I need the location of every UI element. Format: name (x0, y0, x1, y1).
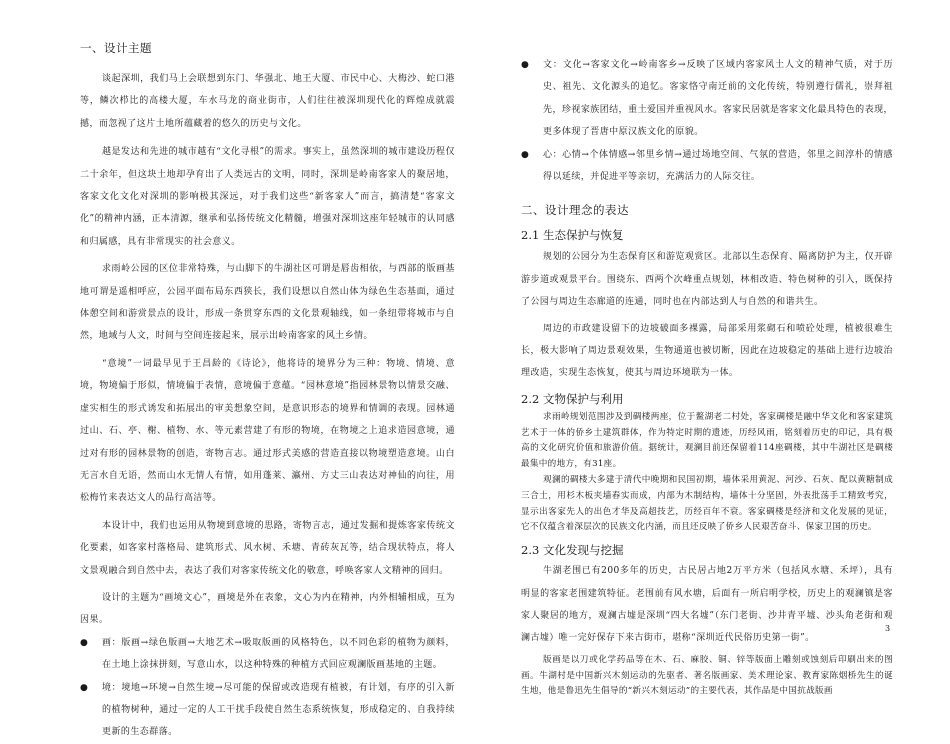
subsection-heading: 2.2 文物保护与利用 (521, 391, 624, 406)
paragraph: 本设计中，我们也运用从物境到意境的思路，寄物言志，通过发掘和提炼客家传统文化要素，如客家村落格局、建筑形式、风水树、禾塘、青砖灰瓦等，结合现状特点，将人文景观融合到自然中去，表达了我们对客家传统文化的敬意，呼唤客家人文精神的回归。 (80, 520, 455, 576)
bullet-item (521, 54, 893, 144)
paragraph: 观澜的碉楼大多建于清代中晚期和民国初期，墙体采用黄泥、河沙、石灰、配以黄糖制成三合土，用杉木板夹墙舂实而成，内部为木制结构，墙体十分坚固，外表批荡手工精致考究，显示出客家先人的出色才华及高超技艺，历经百年不衰。客家碉楼是经济和文化发展的见证，它不仅蕴含着深层次的民族文化内涵，而且还反映了侨乡人民艰苦奋斗、保家卫国的历史。 (521, 475, 893, 533)
paragraph: 周边的市政建设留下的边坡破面多裸露，局部采用浆砌石和喷砼处理，植被很难生长，极大影响了周边景观效果，生物通道也被切断，因此在边坡稳定的基础上进行边坡治理改造，实现生态恢复，使其与周边环境联为一体。 (521, 323, 893, 379)
paragraph: 谈起深圳，我们马上会联想到东门、华强北、地王大厦、市民中心、大梅沙、蛇口港等，鳞次栉比的高楼大厦，车水马龙的商业街市，人们往往被深圳现代化的辉煌成就震撼，而忽视了这片土地所蕴藏着的悠久的历史与文化。 (80, 74, 455, 129)
bullet-item (80, 632, 455, 677)
right-column (521, 54, 893, 700)
paragraph: 版画是以刀或化学药品等在木、石、麻胶、铜、锌等版面上雕刻或蚀刻后印刷出来的图画。牛湖村是中国新兴木刻运动的先驱者、著名版画家、美术理论家、教育家陈烟桥先生的诞生地，他是鲁迅先生倡导的“新兴木刻运动”的主要代表，其作品是中国抗战版画 (521, 654, 893, 697)
bullet-dot-icon: ● (521, 149, 530, 160)
subsection-heading: 2.3 文化发现与挖掘 (521, 543, 624, 558)
bullet-text: 心：心情→个体情感→邻里乡情→通过场地空间、气氛的营造，邻里之间淳朴的情感得以延续，并促进平等亲切，充满活力的人际交往。 (543, 149, 893, 183)
bullet-item (521, 144, 893, 189)
page-number: 3 (885, 624, 891, 633)
paragraph: 设计的主题为“画境文心”，画境是外在表象，文心为内在精神，内外相辅相成，互为因果。 (80, 592, 455, 626)
subsection-heading: 2.1 生态保护与恢复 (521, 228, 624, 243)
paragraph: 越是发达和先进的城市越有“文化寻根”的需求。事实上，虽然深圳的城市建设历程仅二十余年，但这块土地却孕育出了人类远古的文明，同时，深圳是岭南客家人的聚居地，客家文化文化对深圳的影响极其深远，对于我们这些“新客家人”而言，搞清楚“客家文化”的精神内涵，正本清源，继承和弘扬传统文化精髓，增强对深圳这座年轻城市的认同感和归属感，具有非常现实的社会意义。 (80, 147, 455, 247)
bullet-text: 文：文化→客家文化→岭南客乡→反映了区域内客家风土人文的精神气质，对于历史、祖先、文化源头的追忆。客家恪守南迁前的文化传统，特别遵行儒礼，崇拜祖先，珍视家族团结，重土爱国并重视风水。客家民居就是客家文化最具特色的表现，更多体现了晋唐中原汉族文化的原貌。 (543, 60, 893, 138)
paragraph: 规划的公园分为生态保育区和游览观赏区。北部以生态保育、隔离防护为主，仅开辟游步道或观景平台。围绕东、西两个次峰重点规划，林相改造、特色树种的引入，既保持了公园与周边生态廊道的连通，同时也在内部达到人与自然的和谐共生。 (521, 252, 893, 308)
section-heading: 二、设计理念的表达 (521, 203, 629, 218)
paragraph: 牛湖老围已有200多年的历史，古民居占地2万平方米（包括风水塘、禾坪），具有明显的客家老围建筑特征。老围前有风水塘，后面有一所启明学校，历史上的观澜镇是客家人聚居的地方，观澜古墟是深圳“四大名墟”（东门老街、沙井青平墟、沙头角老街和观澜古墟）唯一完好保存下来古街市，堪称“深圳近代民俗历史第一街”。 (521, 566, 893, 644)
paragraph: “意境”一词最早见于王昌龄的《诗论》，他将诗的境界分为三种：物境、情境、意境，物境偏于形似，情境偏于表情，意境偏于意蕴。“园林意境”指园林景物以情景交融、虚实相生的形式诱发和拓展出的审美想象空间，是意识形态的境界和情调的表现。园林通过山、石、亭、榭、植物、水、等元素营建了有形的物境，在物境之上追求造园意境，通过对有形的园林景物的创造，寄物言志。通过形式美感的营造直接以物境塑造意境。山白无言水自无语，然而山水无情人有情，如用蓬莱、瀛州、方丈三山表达对神仙的向往，用松梅竹来表达文人的品行高洁等。 (80, 358, 455, 504)
bullet-dot-icon: ● (80, 637, 89, 648)
paragraph: 求雨岭规划范围涉及到碉楼两座，位于鳌湖老二村处，客家碉楼是融中华文化和客家建筑艺术于一体的侨乡土建筑群体，作为特定时期的遗迹，历经风雨，铭刻着历史的印记，具有极高的文化研究价值和旅游价值。据统计，观澜目前还保留着114座碉楼，其中牛湖社区是碉楼最集中的地方，有31座。 (521, 411, 893, 470)
bullet-item (80, 677, 455, 744)
paragraph: 求雨岭公园的区位非常特殊，与山脚下的牛湖社区可谓是唇齿相依，与西部的版画基地可谓是遥相呼应，公园平面布局东西狭长，我们设想以自然山体为绿色生态基面，通过体憩空间和游赏景点的设计，形成一条贯穿东西的文化景观轴线，如一条纽带将城市与自然，地域与人文，时间与空间连接起来，展示出岭南客家的风土乡情。 (80, 264, 455, 342)
section-heading: 一、设计主题 (80, 41, 152, 55)
left-column (80, 40, 455, 744)
bullet-dot-icon: ● (80, 682, 89, 693)
bullet-text: 境：境地→环境→自然生境→尽可能的保留或改造现有植被，有计划，有序的引入新的植物树种，通过一定的人工干扰手段使自然生态系统恢复，形成稳定的、自我持续更新的生态群落。 (102, 682, 455, 738)
bullet-dot-icon: ● (521, 60, 530, 70)
bullet-text: 画：版画→绿色版画→大地艺术→吸取版画的风格特色，以不同色彩的植物为颜料，在土地上涂抹拼刻，写意山水，以这种特殊的种植方式回应观澜版画基地的主题。 (102, 637, 455, 671)
